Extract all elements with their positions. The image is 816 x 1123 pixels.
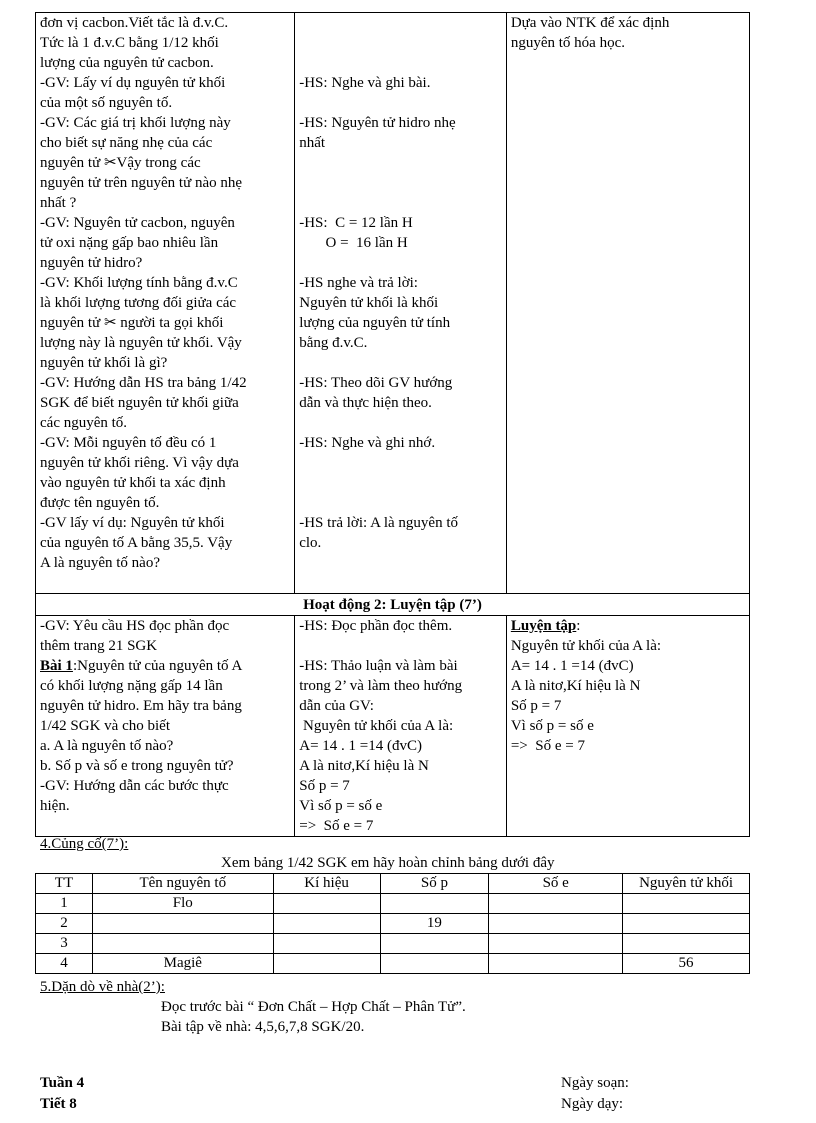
period-label: Tiết 8 <box>40 1096 77 1112</box>
teacher-line: lượng này là nguyên tử khối. Vậy <box>40 335 242 351</box>
table-cell <box>489 954 623 974</box>
hs-answer-3: lượng của nguyên tử tính <box>299 315 451 331</box>
gv-line: hiện. <box>40 798 70 814</box>
lesson-bottom-row <box>36 616 750 837</box>
hs-reply-2: clo. <box>299 535 322 551</box>
gv-line: 1/42 SGK và cho biết <box>40 718 170 734</box>
table-cell <box>380 894 489 914</box>
table-cell: Flo <box>92 894 273 914</box>
teacher-line: -GV: Hướng dẫn HS tra bảng 1/42 <box>40 375 247 391</box>
element-table-header-row <box>36 874 750 894</box>
hs-follow-2: dẫn và thực hiện theo. <box>299 395 432 411</box>
table-cell <box>489 914 623 934</box>
teacher-activity-cell <box>36 13 295 594</box>
gv-line: nguyên tử hidro. Em hãy tra bảng <box>40 698 242 714</box>
practice-content-cell <box>506 616 749 837</box>
teacher-line: -GV: Các giá trị khối lượng này <box>40 115 231 131</box>
teacher-line: -GV: Khối lượng tính bằng đ.v.C <box>40 275 238 291</box>
content-line: A là nitơ,Kí hiệu là N <box>510 678 641 694</box>
gv-line: thêm trang 21 SGK <box>40 638 158 654</box>
teacher-line: Tức là 1 đ.v.C bằng 1/12 khối <box>40 35 219 51</box>
practice-title-colon: : <box>576 618 581 634</box>
teacher-line: nguyên tử hidro? <box>40 255 143 271</box>
teacher-line: -GV: Nguyên tử cacbon, nguyên <box>40 215 235 231</box>
table-cell: Magiê <box>92 954 273 974</box>
teacher-line: nhất ? <box>40 195 77 211</box>
table-cell <box>273 954 380 974</box>
teacher-line: nguyên tử khối riêng. Vì vậy dựa <box>40 455 239 471</box>
hs-line: -HS: Đọc phần đọc thêm. <box>299 618 453 634</box>
table-cell: 56 <box>623 954 750 974</box>
hs-reply-1: -HS trả lời: A là nguyên tố <box>299 515 458 531</box>
homework-exercises: Bài tập về nhà: 4,5,6,7,8 SGK/20. <box>161 1019 365 1035</box>
table-cell <box>380 934 489 954</box>
element-table <box>35 873 750 974</box>
hs-answer-2: Nguyên tử khối là khối <box>299 295 439 311</box>
table-row <box>36 914 750 934</box>
table-row <box>36 934 750 954</box>
teacher-line: -GV: Lấy ví dụ nguyên tử khối <box>40 75 226 91</box>
exercise-1-text: :Nguyên tử của nguyên tố A <box>72 658 243 674</box>
teacher-line: được tên nguyên tố. <box>40 495 160 511</box>
table-row <box>36 954 750 974</box>
table-cell: 19 <box>380 914 489 934</box>
gv-line: a. A là nguyên tố nào? <box>40 738 174 754</box>
teacher-activity-text <box>40 13 290 573</box>
table-cell <box>623 894 750 914</box>
student-activity-cell <box>295 13 507 594</box>
hs-answer-1: -HS nghe và trả lời: <box>299 275 418 291</box>
homework-read: Đọc trước bài “ Đơn Chất – Hợp Chất – Phân Tử”. <box>161 999 466 1015</box>
column-header: TT <box>36 874 93 894</box>
exercise-1-label: Bài 1 <box>40 658 73 674</box>
element-table-body <box>36 874 750 974</box>
gv-line: -GV: Yêu cầu HS đọc phần đọc <box>40 618 230 634</box>
table-cell: 1 <box>36 894 93 914</box>
activity-header-row <box>36 594 750 616</box>
column-header: Số e <box>489 874 623 894</box>
teacher-line: SGK để biết nguyên tử khối giữa <box>40 395 239 411</box>
hs-lightest: -HS: Nguyên tử hidro nhẹ <box>299 115 456 131</box>
hs-line: dẫn của GV: <box>299 698 374 714</box>
table-cell <box>92 934 273 954</box>
table-cell: 2 <box>36 914 93 934</box>
table-cell <box>623 934 750 954</box>
hs-lightest-cont: nhất <box>299 135 326 151</box>
hs-compare-c: -HS: C = 12 lần H <box>299 215 413 231</box>
teacher-line: nguyên tử khối là gì? <box>40 355 168 371</box>
hs-listen: -HS: Nghe và ghi bài. <box>299 75 431 91</box>
activity-2-header: Hoạt động 2: Luyện tập (7’) <box>36 594 750 616</box>
hs-line: => Số e = 7 <box>299 818 374 834</box>
practice-teacher-cell <box>36 616 295 837</box>
table-cell <box>273 914 380 934</box>
practice-title-line <box>511 616 745 636</box>
teacher-line: nguyên tử ✂ người ta gọi khối <box>40 315 224 331</box>
table-cell <box>489 934 623 954</box>
content-line: Nguyên tử khối của A là: <box>510 638 662 654</box>
table-row <box>36 894 750 914</box>
teacher-line: lượng của nguyên tử cacbon. <box>40 55 214 71</box>
column-header: Nguyên tử khối <box>623 874 750 894</box>
content-cell <box>506 13 749 594</box>
content-line: => Số e = 7 <box>510 738 585 754</box>
hs-line: A= 14 . 1 =14 (đvC) <box>299 738 422 754</box>
teacher-line: đơn vị cacbon.Viết tắc là đ.v.C. <box>40 15 229 31</box>
teacher-line: của nguyên tố A bằng 35,5. Vậy <box>40 535 233 551</box>
hs-line: Nguyên tử khối của A là: <box>299 718 454 734</box>
table-cell <box>92 914 273 934</box>
teacher-line: A là nguyên tố nào? <box>40 555 160 571</box>
column-header: Số p <box>380 874 489 894</box>
teach-date-label: Ngày dạy: <box>561 1096 624 1112</box>
teacher-line: các nguyên tố. <box>40 415 128 431</box>
hs-remember: -HS: Nghe và ghi nhớ. <box>299 435 436 451</box>
teacher-line: của một số nguyên tố. <box>40 95 173 111</box>
gv-line: có khối lượng nặng gấp 14 lần <box>40 678 223 694</box>
table-cell <box>380 954 489 974</box>
table-cell <box>273 894 380 914</box>
column-header: Tên nguyên tố <box>92 874 273 894</box>
table-cell: 4 <box>36 954 93 974</box>
teacher-line: nguyên tử trên nguyên tử nào nhẹ <box>40 175 243 191</box>
hs-line: -HS: Thảo luận và làm bài <box>299 658 458 674</box>
week-label: Tuần 4 <box>40 1075 85 1091</box>
hs-line: trong 2’ và làm theo hướng <box>299 678 463 694</box>
content-line-2: nguyên tố hóa học. <box>510 35 625 51</box>
table-cell: 3 <box>36 934 93 954</box>
lesson-top-row <box>36 13 750 594</box>
teacher-line: tử oxi nặng gấp bao nhiêu lần <box>40 235 219 251</box>
gv-line: -GV: Hướng dẫn các bước thực <box>40 778 229 794</box>
teacher-line: -GV lấy ví dụ: Nguyên tử khối <box>40 515 225 531</box>
hs-answer-4: bằng đ.v.C. <box>299 335 368 351</box>
column-header: Kí hiệu <box>273 874 380 894</box>
teacher-line: -GV: Mỗi nguyên tố đều có 1 <box>40 435 217 451</box>
hs-line: Số p = 7 <box>299 778 350 794</box>
table-cell <box>273 934 380 954</box>
hs-line: A là nitơ,Kí hiệu là N <box>299 758 429 774</box>
content-line: A= 14 . 1 =14 (đvC) <box>510 658 634 674</box>
lesson-table <box>35 12 750 837</box>
content-line: Số p = 7 <box>510 698 562 714</box>
section-5-heading: 5.Dặn dò về nhà(2’): <box>40 979 165 995</box>
content-line-1: Dựa vào NTK để xác định <box>510 15 670 31</box>
table-cell <box>623 914 750 934</box>
prep-date-label: Ngày soạn: <box>561 1075 629 1091</box>
table-cell <box>489 894 623 914</box>
exercise-1-line <box>40 656 290 676</box>
gv-line: b. Số p và số e trong nguyên tử? <box>40 758 234 774</box>
section-4-caption: Xem bảng 1/42 SGK em hãy hoàn chỉnh bảng dưới đây <box>221 855 555 871</box>
hs-compare-o: O = 16 lần H <box>299 235 408 251</box>
teacher-line: vào nguyên tử khối ta xác định <box>40 475 226 491</box>
practice-title: Luyện tập <box>510 618 577 634</box>
section-4-heading: 4.Củng cố(7’): <box>40 836 129 852</box>
practice-student-cell <box>295 616 507 837</box>
hs-follow-1: -HS: Theo dõi GV hướng <box>299 375 453 391</box>
content-line: Vì số p = số e <box>510 718 594 734</box>
teacher-line: nguyên tử ✂Vậy trong các <box>40 155 201 171</box>
hs-line: Vì số p = số e <box>299 798 383 814</box>
teacher-line: cho biết sự năng nhẹ của các <box>40 135 213 151</box>
teacher-line: là khối lượng tương đối giửa các <box>40 295 237 311</box>
